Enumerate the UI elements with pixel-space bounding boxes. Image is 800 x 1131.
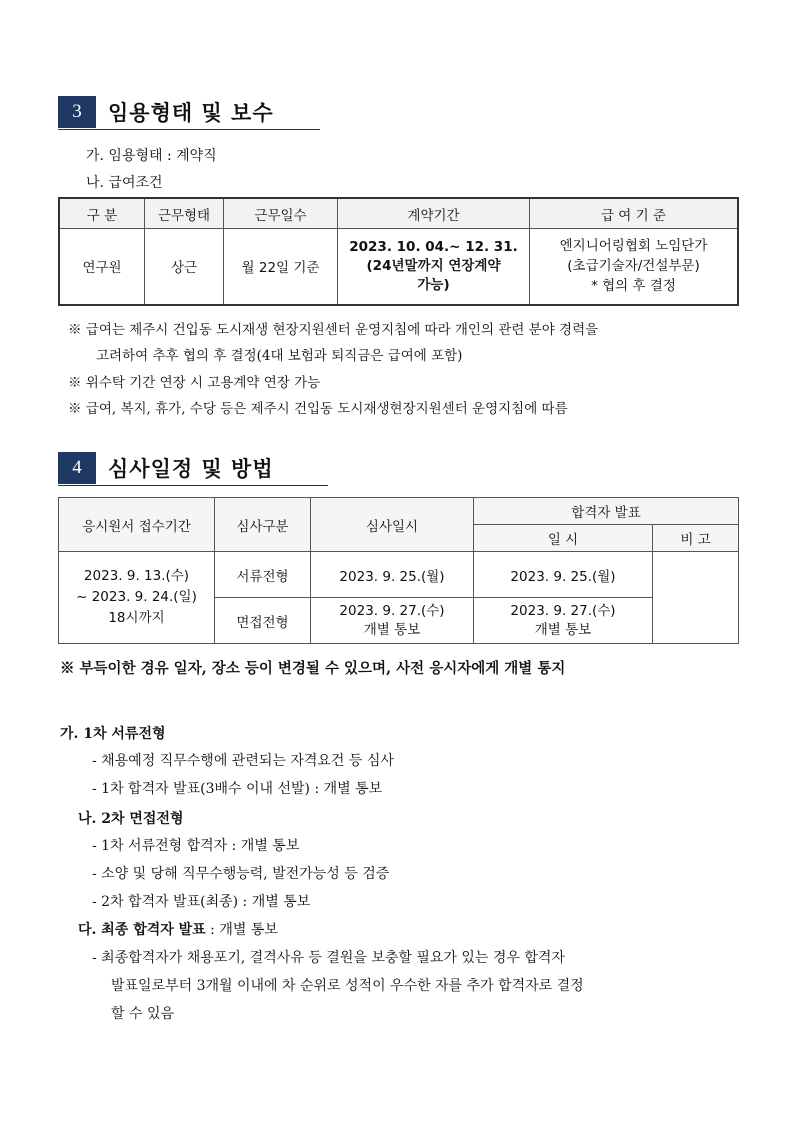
employment-type-line: 가. 임용형태 : 계약직	[86, 148, 217, 164]
salary-table	[58, 197, 739, 306]
section-4-title: 심사일정 및 방법	[108, 457, 274, 481]
interview-announce-line-1: 2023. 9. 27.(수)	[510, 602, 616, 619]
cell-period	[338, 229, 530, 305]
final-heading-tail: : 개별 통보	[205, 922, 278, 938]
cell-interview-date	[311, 598, 474, 644]
cell-gubun: 연구원	[59, 229, 145, 305]
schedule-warning: ※ 부득이한 경유 일자, 장소 등이 변경될 수 있으며, 사전 응시자에게 개별 통지	[60, 660, 566, 677]
pay-line-1: 엔지니어링협회 노임단가	[559, 238, 708, 255]
interview-date-line-2: 개별 통보	[363, 621, 421, 638]
period-line-1: 2023. 10. 04.~ 12. 31.	[349, 238, 518, 255]
apply-line-3: 18시까지	[108, 610, 165, 626]
section-3-title: 임용형태 및 보수	[108, 101, 274, 125]
interview-item-2: - 소양 및 당해 직무수행능력, 발전가능성 등 검증	[92, 866, 390, 882]
note-2: ※ 위수탁 기간 연장 시 고용계약 연장 가능	[68, 375, 321, 391]
cell-type: 상근	[145, 229, 224, 305]
note-1-cont: 고려하여 추후 협의 후 결정(4대 보험과 퇴직금은 급여에 포함)	[96, 348, 463, 364]
section-4-number: 4	[58, 452, 96, 484]
interview-heading: 나. 2차 면접전형	[78, 811, 184, 827]
schedule-table	[58, 497, 739, 644]
salary-table-row	[59, 229, 738, 305]
interview-date-line-1: 2023. 9. 27.(수)	[339, 602, 445, 619]
header-cell: 계약기간	[338, 198, 530, 229]
header-review-date: 심사일시	[311, 498, 474, 552]
note-1: ※ 급여는 제주시 건입동 도시재생 현장지원센터 운영지침에 따라 개인의 관련 분야 경력을	[68, 322, 599, 338]
note-3: ※ 급여, 복지, 휴가, 수당 등은 제주시 건입동 도시재생현장지원센터 운영지침에 따름	[68, 401, 568, 417]
interview-item-1: - 1차 서류전형 합격자 : 개별 통보	[92, 838, 300, 854]
apply-line-1: 2023. 9. 13.(수)	[83, 568, 190, 584]
header-announcement: 합격자 발표	[474, 498, 739, 525]
final-item-1-cont-2: 할 수 있음	[111, 1006, 174, 1022]
apply-line-2: ~ 2023. 9. 24.(일)	[76, 589, 197, 605]
section-3-number: 3	[58, 96, 96, 128]
header-apply-period: 응시원서 접수기간	[59, 498, 215, 552]
salary-table-header-row	[59, 198, 738, 229]
header-review-type: 심사구분	[215, 498, 311, 552]
section-4-header	[58, 452, 274, 484]
final-item-1-cont: 발표일로부터 3개월 이내에 차 순위로 성적이 우수한 자를 추가 합격자로 결정	[111, 978, 584, 994]
cell-document-type: 서류전형	[215, 552, 311, 598]
cell-interview-type: 면접전형	[215, 598, 311, 644]
final-heading-text: 다. 최종 합격자 발표	[78, 922, 206, 938]
section-3-header	[58, 96, 274, 128]
pay-line-2: (초급기술자/건설부문)	[567, 258, 700, 275]
cell-days: 월 22일 기준	[224, 229, 338, 305]
salary-condition-line: 나. 급여조건	[86, 175, 163, 191]
schedule-header-row-1	[59, 498, 739, 525]
document-item-2: - 1차 합격자 발표(3배수 이내 선발) : 개별 통보	[92, 781, 383, 797]
pay-line-3: * 협의 후 결정	[591, 278, 676, 295]
cell-interview-announce	[474, 598, 653, 644]
document-item-1: - 채용예정 직무수행에 관련되는 자격요건 등 심사	[92, 753, 394, 769]
document-screening-heading: 가. 1차 서류전형	[60, 726, 166, 742]
header-cell: 근무형태	[145, 198, 224, 229]
cell-document-date: 2023. 9. 25.(월)	[311, 552, 474, 598]
section-4-underline	[58, 485, 328, 486]
header-announce-date: 일 시	[474, 525, 653, 552]
cell-remark	[653, 552, 739, 644]
period-line-2: (24년말까지 연장계약	[366, 257, 501, 274]
final-item-1: - 최종합격자가 채용포기, 결격사유 등 결원을 보충할 필요가 있는 경우 합격자	[92, 950, 565, 966]
cell-apply-period	[59, 552, 215, 644]
period-line-3: 가능)	[417, 276, 450, 293]
schedule-row-document	[59, 552, 739, 598]
header-cell: 구 분	[59, 198, 145, 229]
header-cell: 급 여 기 준	[530, 198, 739, 229]
header-cell: 근무일수	[224, 198, 338, 229]
cell-document-announce: 2023. 9. 25.(월)	[474, 552, 653, 598]
interview-item-3: - 2차 합격자 발표(최종) : 개별 통보	[92, 894, 311, 910]
cell-pay	[530, 229, 739, 305]
header-remark: 비 고	[653, 525, 739, 552]
final-announcement-heading	[78, 919, 278, 939]
section-3-underline	[58, 129, 320, 130]
interview-announce-line-2: 개별 통보	[534, 621, 592, 638]
